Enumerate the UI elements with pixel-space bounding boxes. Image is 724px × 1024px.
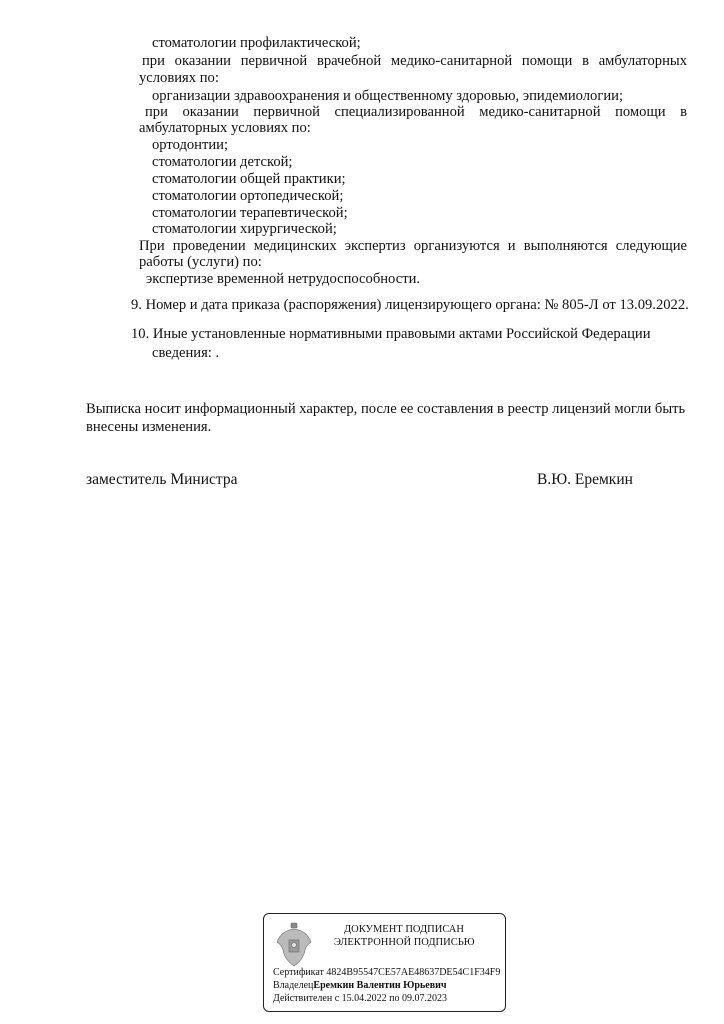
- text-line: стоматологии общей практики;: [152, 171, 346, 187]
- e-signature-stamp: [263, 913, 506, 1012]
- owner-line: [273, 980, 447, 992]
- certificate-line: [273, 967, 500, 979]
- text-line: условиях по:: [139, 70, 219, 86]
- text-line: стоматологии детской;: [152, 154, 293, 170]
- text-line: стоматологии ортопедической;: [152, 188, 344, 204]
- validity: Действителен с 15.04.2022 по 09.07.2023: [273, 993, 447, 1004]
- signer-position: заместитель Министра: [86, 471, 238, 488]
- owner-name: Еремкин Валентин Юрьевич: [313, 980, 447, 991]
- text-line: при оказании первичной специализированной медико-санитарной помощи в: [145, 104, 687, 120]
- coat-of-arms-icon: [274, 922, 314, 968]
- text-line: ортодонтии;: [152, 137, 229, 153]
- text-line: стоматологии хирургической;: [152, 221, 337, 237]
- text-line: амбулаторных условиях по:: [139, 120, 311, 136]
- notice-text: Выписка носит информационный характер, после ее составления в реестр лицензий могли быть: [86, 401, 686, 417]
- certificate-label: Сертификат: [273, 967, 324, 978]
- text-line: стоматологии профилактической;: [152, 35, 361, 51]
- text-line: при оказании первичной врачебной медико-санитарной помощи в амбулаторных: [142, 53, 687, 69]
- owner-label: Владелец: [273, 980, 314, 991]
- item-10: 10. Иные установленные нормативными правовыми актами Российской Федерации: [131, 326, 651, 342]
- signer-name: В.Ю. Еремкин: [537, 471, 633, 488]
- text-line: организации здравоохранения и общественному здоровью, эпидемиологии;: [152, 88, 624, 104]
- notice-text: внесены изменения.: [86, 419, 212, 435]
- stamp-title: ЭЛЕКТРОННОЙ ПОДПИСЬЮ: [334, 937, 475, 948]
- text-line: стоматологии терапевтической;: [152, 205, 348, 221]
- item-10-cont: сведения: .: [152, 345, 220, 361]
- text-line: работы (услуги) по:: [139, 254, 262, 270]
- text-line: экспертизе временной нетрудоспособности.: [146, 271, 421, 287]
- stamp-title: ДОКУМЕНТ ПОДПИСАН: [344, 924, 464, 935]
- certificate-number: 4824B95547CE57AE48637DE54C1F34F9: [326, 967, 501, 978]
- item-9: 9. Номер и дата приказа (распоряжения) лицензирующего органа: № 805-Л от 13.09.2022.: [131, 297, 689, 313]
- text-line: При проведении медицинских экспертиз организуются и выполняются следующие: [139, 238, 687, 254]
